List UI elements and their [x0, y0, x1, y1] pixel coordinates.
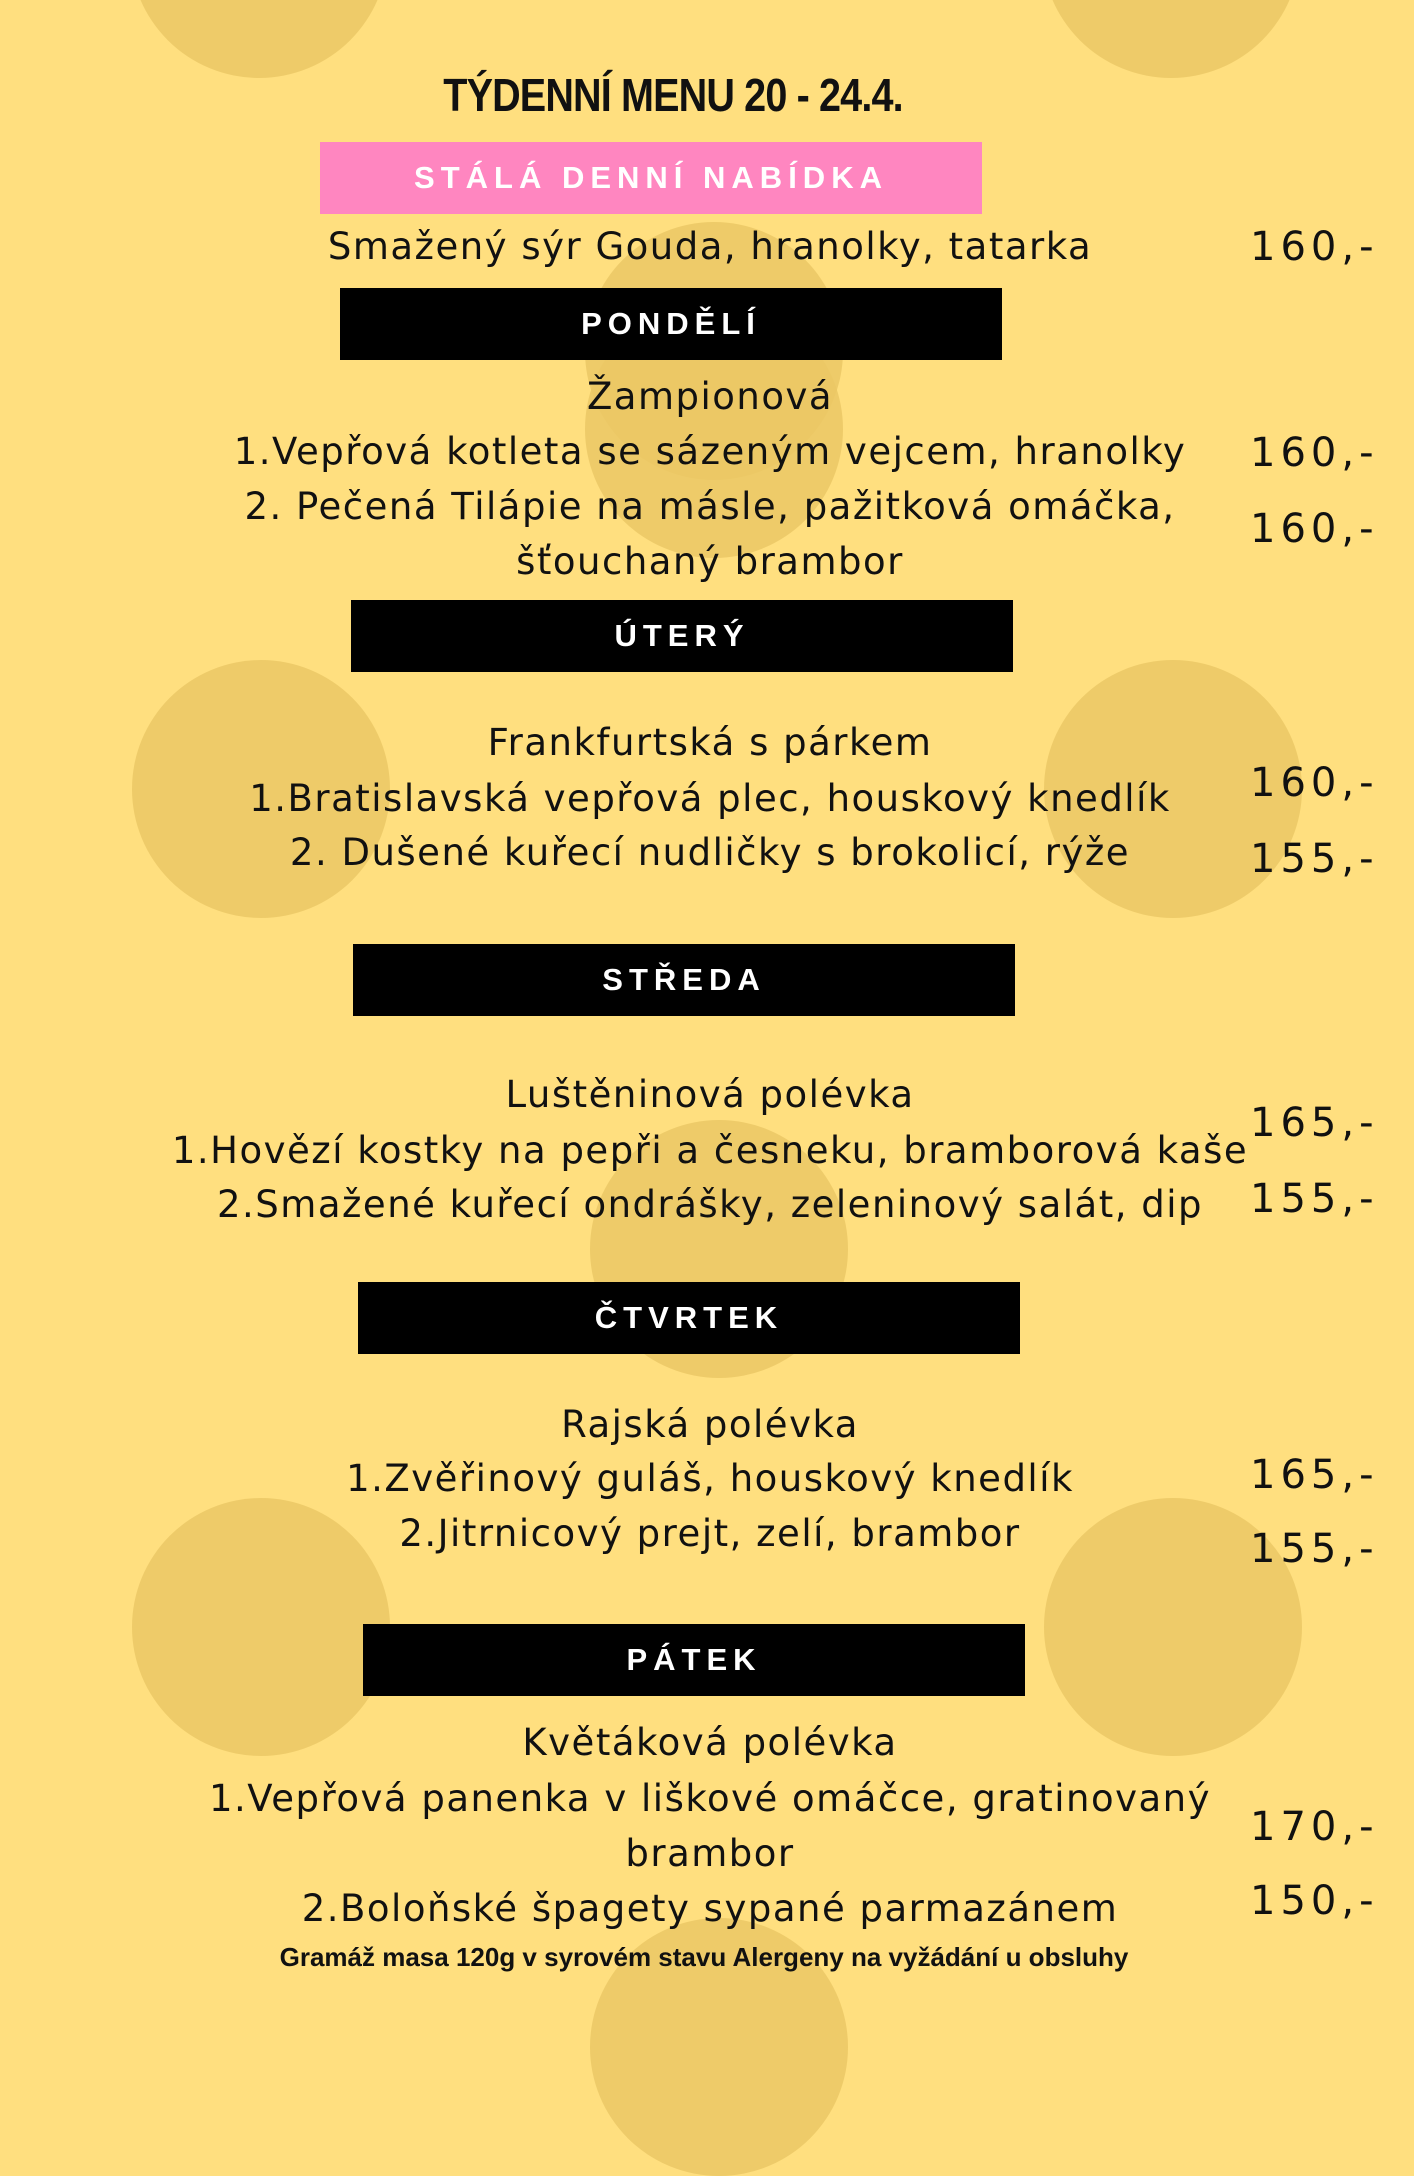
day-label: PÁTEK: [626, 1642, 762, 1677]
menu-title: TÝDENNÍ MENU 20 - 24.4.: [443, 69, 903, 121]
day-header-wednesday: [353, 944, 1015, 1016]
soup-tuesday: Frankfurtská s párkem: [487, 721, 933, 764]
decorative-dot: [130, 0, 388, 78]
price2-tuesday: 155,-: [1250, 836, 1379, 882]
dish1-friday-line1: 1.Vepřová panenka v liškové omáčce, gratinovaný: [208, 1777, 1212, 1820]
standing-price: 160,-: [1250, 224, 1379, 270]
day-header-monday: [340, 288, 1002, 360]
dish2-friday: 2.Boloňské špagety sypané parmazánem: [301, 1887, 1119, 1930]
dish1-wednesday: 1.Hovězí kostky na pepři a česneku, bramborová kaše: [171, 1129, 1249, 1172]
decorative-dot: [1042, 0, 1300, 78]
price1-monday: 160,-: [1250, 430, 1379, 476]
dish2-thursday: 2.Jitrnicový prejt, zelí, brambor: [399, 1512, 1021, 1555]
day-header-tuesday: [351, 600, 1013, 672]
price1-thursday: 165,-: [1250, 1452, 1379, 1498]
standing-dish: Smažený sýr Gouda, hranolky, tatarka: [327, 225, 1093, 268]
day-label: PONDĚLÍ: [581, 306, 761, 341]
price2-thursday: 155,-: [1250, 1526, 1379, 1572]
dish1-monday: 1.Vepřová kotleta se sázeným vejcem, hranolky: [233, 430, 1187, 473]
dish2-monday-line1: 2. Pečená Tilápie na másle, pažitková omáčka,: [244, 485, 1176, 528]
day-label: ČTVRTEK: [594, 1300, 784, 1335]
price2-monday: 160,-: [1250, 506, 1379, 552]
day-label: STŘEDA: [602, 962, 766, 997]
price1-friday: 170,-: [1250, 1804, 1379, 1850]
dish1-friday-line2: brambor: [625, 1832, 795, 1875]
day-label: ÚTERÝ: [614, 618, 750, 653]
soup-thursday: Rajská polévka: [561, 1403, 859, 1446]
soup-monday: Žampionová: [586, 375, 834, 418]
standing-offer-header: [320, 142, 982, 214]
dish2-tuesday: 2. Dušené kuřecí nudličky s brokolicí, rýže: [289, 831, 1131, 874]
dish2-monday-line2: šťouchaný brambor: [516, 540, 904, 583]
price1-tuesday: 160,-: [1250, 760, 1379, 806]
soup-friday: Květáková polévka: [522, 1721, 898, 1764]
standing-offer-label: STÁLÁ DENNÍ NABÍDKA: [414, 160, 888, 195]
day-header-thursday: [358, 1282, 1020, 1354]
dish1-thursday: 1.Zvěřinový guláš, houskový knedlík: [346, 1457, 1074, 1500]
price1-wednesday: 165,-: [1250, 1100, 1379, 1146]
day-header-friday: [363, 1624, 1025, 1696]
dish1-tuesday: 1.Bratislavská vepřová plec, houskový knedlík: [249, 777, 1171, 820]
dish2-wednesday: 2.Smažené kuřecí ondrášky, zeleninový salát, dip: [217, 1183, 1203, 1226]
footer-note: Gramáž masa 120g v syrovém stavu Alergeny na vyžádání u obsluhy: [279, 1942, 1129, 1972]
soup-wednesday: Luštěninová polévka: [505, 1073, 915, 1116]
price2-friday: 150,-: [1250, 1878, 1379, 1924]
price2-wednesday: 155,-: [1250, 1176, 1379, 1222]
